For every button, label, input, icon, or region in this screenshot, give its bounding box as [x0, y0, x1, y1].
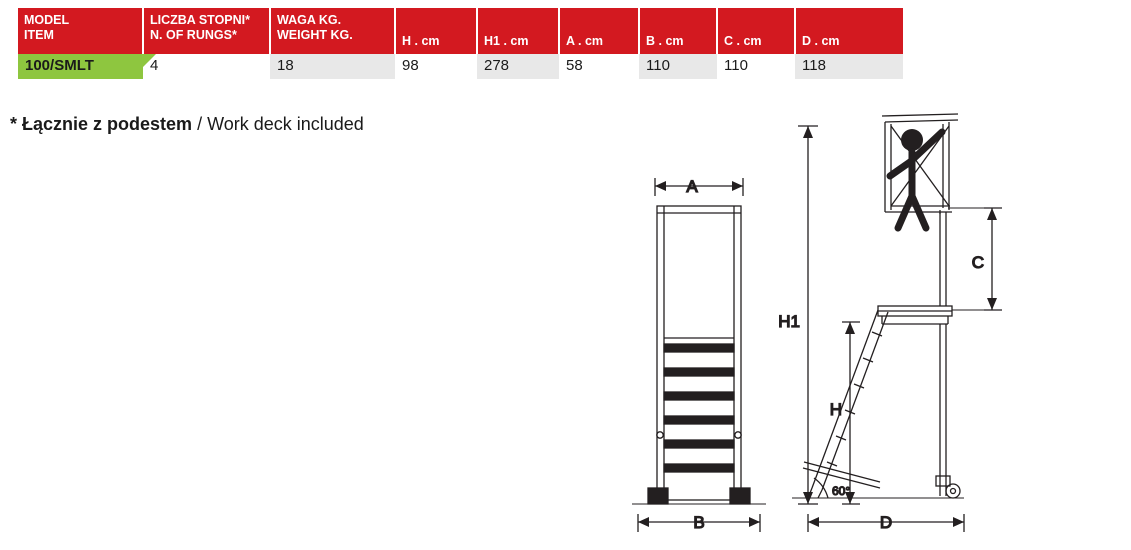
table-row	[18, 54, 903, 79]
column-header-h-label: H . cm	[402, 33, 440, 48]
column-header-b	[639, 8, 717, 54]
column-header-a-label: A . cm	[566, 33, 604, 48]
cell-rungs: 4	[143, 54, 270, 79]
column-header-c	[717, 8, 795, 54]
side-view-rear-post	[940, 212, 946, 496]
front-view-base	[632, 488, 766, 504]
column-header-rungs-line2: N. OF RUNGS*	[150, 28, 237, 43]
front-view-bolts	[657, 432, 741, 438]
column-header-a	[559, 8, 639, 54]
column-header-h	[395, 8, 477, 54]
label-h: H	[829, 400, 842, 419]
label-a: A	[686, 177, 698, 196]
technical-drawing	[560, 110, 1120, 550]
cell-h: 98	[395, 54, 477, 79]
cell-h1: 278	[477, 54, 559, 79]
table-body	[18, 54, 903, 79]
column-header-rungs	[143, 8, 270, 54]
column-header-d-label: D . cm	[802, 33, 840, 48]
ladder-dimension-diagram	[560, 110, 1120, 545]
table-header	[18, 8, 903, 54]
column-header-h1-label: H1 . cm	[484, 33, 529, 48]
column-header-b-label: B . cm	[646, 33, 684, 48]
cell-model	[18, 54, 143, 79]
front-view-frame	[657, 206, 741, 500]
cell-d: 118	[795, 54, 903, 79]
table-header-row	[18, 8, 903, 54]
label-h1: H1	[778, 312, 800, 331]
column-header-model	[18, 8, 143, 54]
front-view-steps	[664, 338, 734, 472]
column-header-weight	[270, 8, 395, 54]
column-header-rungs-line1: LICZBA STOPNI*	[150, 13, 251, 27]
cell-weight: 18	[270, 54, 395, 79]
footnote	[10, 114, 364, 135]
footnote-bold: * Łącznie z podestem	[10, 114, 193, 134]
cell-c: 110	[717, 54, 795, 79]
column-header-h1	[477, 8, 559, 54]
specification-table	[18, 8, 903, 79]
column-header-d	[795, 8, 903, 54]
column-header-model-line2: ITEM	[24, 28, 54, 43]
label-c: C	[971, 253, 984, 272]
column-header-c-label: C . cm	[724, 33, 762, 48]
column-header-weight-line1: WAGA KG.	[277, 13, 342, 27]
dimension-a-arrow	[655, 178, 743, 196]
label-b: B	[693, 513, 705, 532]
label-angle: 60°	[832, 484, 851, 498]
person-figure	[890, 129, 942, 228]
label-d: D	[879, 513, 893, 532]
side-view-rails	[882, 114, 958, 214]
footnote-regular: / Work deck included	[192, 114, 364, 134]
dimension-h1-arrow	[798, 126, 818, 504]
cell-model-value: 100/SMLT	[25, 57, 94, 74]
side-view-platform	[878, 306, 952, 324]
model-notch-shape	[143, 54, 156, 80]
cell-b: 110	[639, 54, 717, 79]
column-header-weight-line2: WEIGHT KG.	[277, 28, 353, 43]
cell-a: 58	[559, 54, 639, 79]
column-header-model-line1: MODEL	[24, 13, 70, 27]
